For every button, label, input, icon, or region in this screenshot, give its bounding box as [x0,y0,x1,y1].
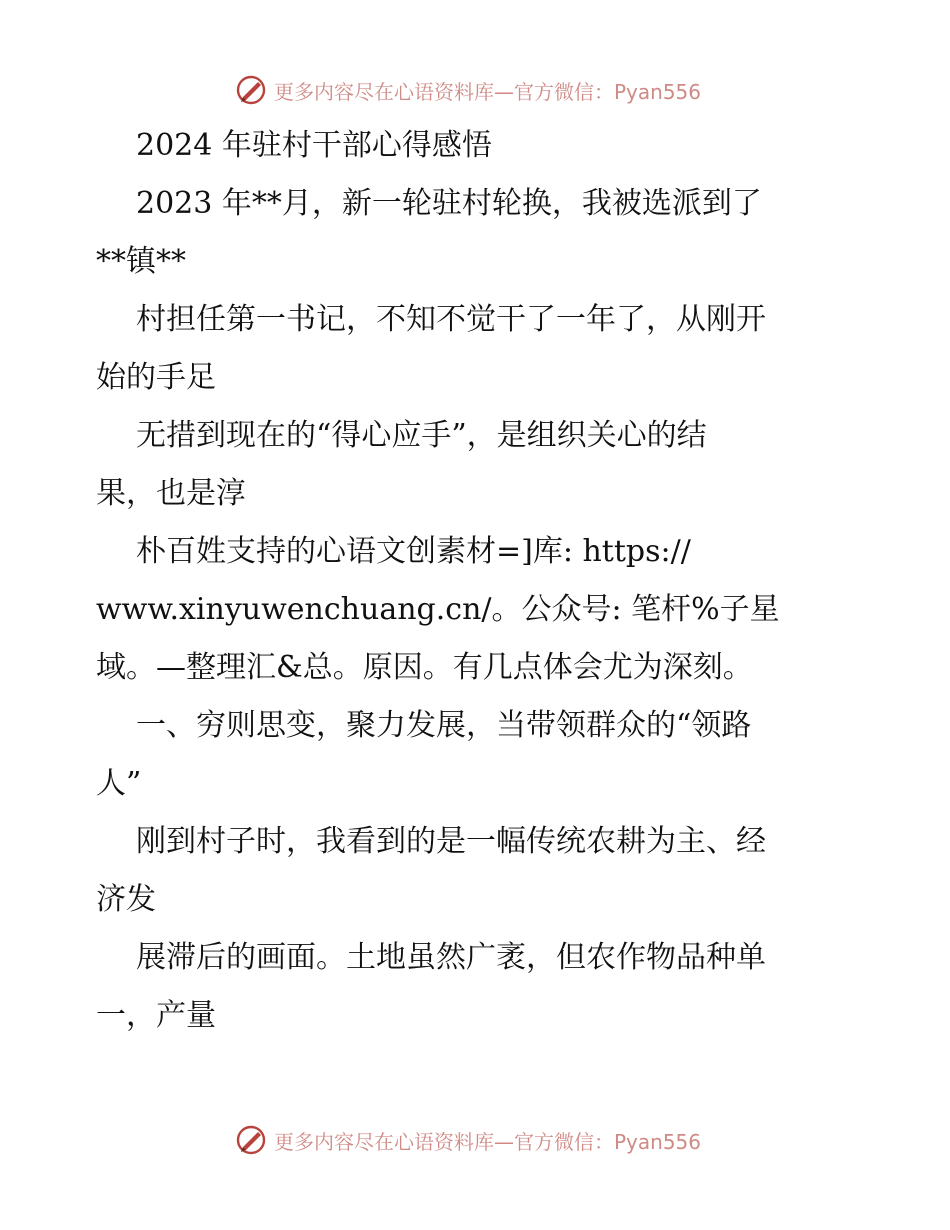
section-heading: 一、穷则思变，聚力发展，当带领群众的“领路 [136,708,752,743]
paragraph-line: 朴百姓支持的心语文创素材=]库: https:// [136,534,691,569]
paragraph-line: 2023 年**月，新一轮驻村轮换，我被选派到了 [136,186,762,221]
pen-logo-icon [234,73,268,107]
document-body [96,117,856,1045]
footer-banner [234,1120,701,1160]
header-banner [234,70,701,110]
paragraph-line: 济发 [96,882,156,917]
pen-logo-icon [234,1123,268,1157]
paragraph-line: **镇** [96,244,186,279]
paragraph-line: 一，产量 [96,998,216,1033]
paragraph-line: 果，也是淳 [96,476,246,511]
paragraph-line: www.xinyuwenchuang.cn/。公众号: 笔杆%子星 [96,592,780,627]
section-heading-cont: 人” [96,766,142,801]
doc-title: 2024 年驻村干部心得感悟 [136,128,492,163]
paragraph-line: 始的手足 [96,360,216,395]
paragraph-line: 村担任第一书记，不知不觉干了一年了，从刚开 [136,302,766,337]
paragraph-line: 刚到村子时，我看到的是一幅传统农耕为主、经 [136,824,766,859]
paragraph-line: 展滞后的画面。土地虽然广袤，但农作物品种单 [136,940,766,975]
paragraph-line: 域。—整理汇&总。原因。有几点体会尤为深刻。 [96,650,753,685]
footer-banner-text: 更多内容尽在心语资料库—官方微信：Pyan556 [274,1129,702,1154]
paragraph-line: 无措到现在的“得心应手”，是组织关心的结 [136,418,707,453]
header-banner-text: 更多内容尽在心语资料库—官方微信：Pyan556 [274,79,702,104]
